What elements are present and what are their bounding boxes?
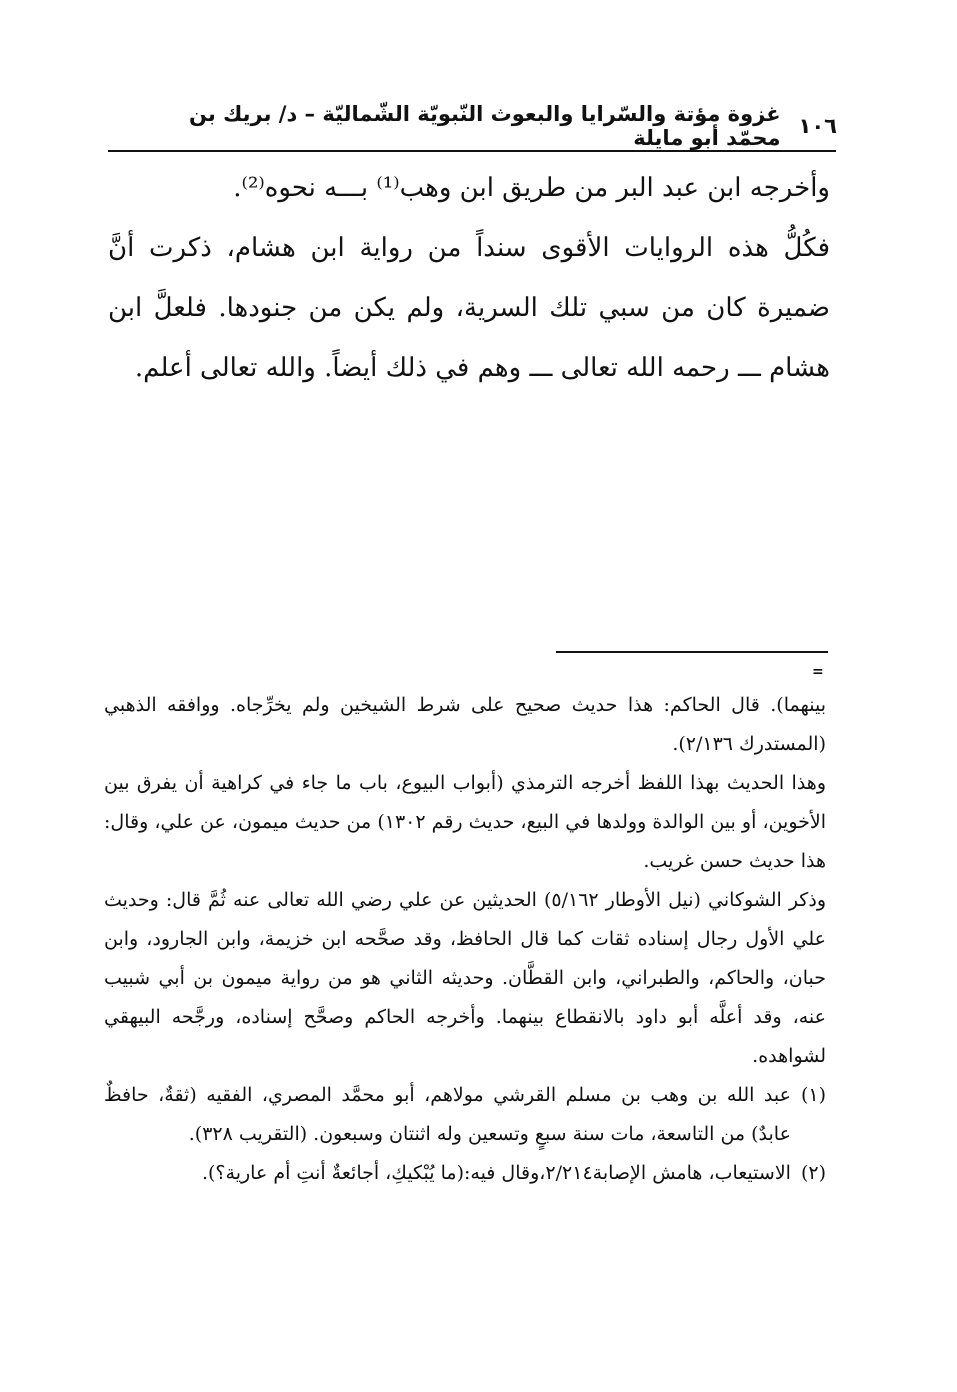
footnote-continuation: وذكر الشوكاني (نيل الأوطار ٥/١٦٢) الحديثين عن علي رضي الله تعالى عنه ثُمَّ قال: وحديث علي الأول رجال إسناده ثقات كما قال الحافظ، وقد صحَّحه ابن خزيمة، وابن الجارود، وابن حبان، والحاكم، والطبراني، وابن القطَّان. وحديثه الثاني هو من رواية ميمون بن أبي شبيب عنه، وقد أعلَّه أبو داود بالانقطاع بينهما. وأخرجه الحاكم وصحَّح إسناده، ورجَّحه البيهقي لشواهده. (104, 889, 826, 1067)
footnote-text: عبد الله بن وهب بن مسلم القرشي مولاهم، أبو محمَّد المصري، الفقيه (ثقةٌ، حافظٌ عابدٌ) من التاسعة، مات سنة سبعٍ وتسعين وله اثنتان وسبعون. (التقريب ٣٢٨). (104, 1084, 791, 1145)
footnote-continuation-mark: = (812, 664, 824, 680)
footnote-continuation: وهذا الحديث بهذا اللفظ أخرجه الترمذي (أبواب البيوع، باب ما جاء في كراهية أن يفرق بين الأخوين، أو بين الوالدة وولدها في البيع، حديث رقم ١٣٠٢) من حديث ميمون، عن علي، وقال: هذا حديث حسن غريب. (104, 772, 827, 872)
footnotes-section (104, 686, 826, 1193)
header-divider (108, 150, 836, 152)
body-paragraph: وأخرجه ابن عبد البر من طريق ابن وهب⁽¹⁾ بـــه نحوه⁽²⁾. (233, 173, 830, 203)
footnote-item (104, 1154, 826, 1193)
main-text (108, 158, 830, 398)
running-header (180, 102, 837, 150)
footnote-divider (556, 651, 828, 653)
body-paragraph: فكُلُّ هذه الروايات الأقوى سنداً من رواية ابن هشام، ذكرت أنَّ ضميرة كان من سبي تلك السرية، ولم يكن من جنودها. فلعلَّ ابن هشام ـــ رحمه الله تعالى ـــ وهم في ذلك أيضاً. والله تعالى أعلم. (108, 233, 830, 383)
footnote-continuation: بينهما). قال الحاكم: هذا حديث صحيح على شرط الشيخين ولم يخرِّجاه. ووافقه الذهبي (المستدرك ٢/١٣٦). (104, 694, 826, 755)
footnote-number: (٢) (800, 1162, 826, 1184)
page-number: ١٠٦ (798, 114, 837, 138)
footnote-number: (١) (800, 1084, 826, 1106)
footnote-text: الاستيعاب، هامش الإصابة٢/٢١٤،وقال فيه:(ما يُبْكيكِ، أجائعةٌ أنتِ أم عارية؟). (201, 1162, 791, 1184)
footnote-item (104, 1076, 826, 1154)
running-title: غزوة مؤتة والسّرايا والبعوث النّبويّة الشّماليّة – د/ بريك بن محمّد أبو مايلة (188, 102, 781, 150)
